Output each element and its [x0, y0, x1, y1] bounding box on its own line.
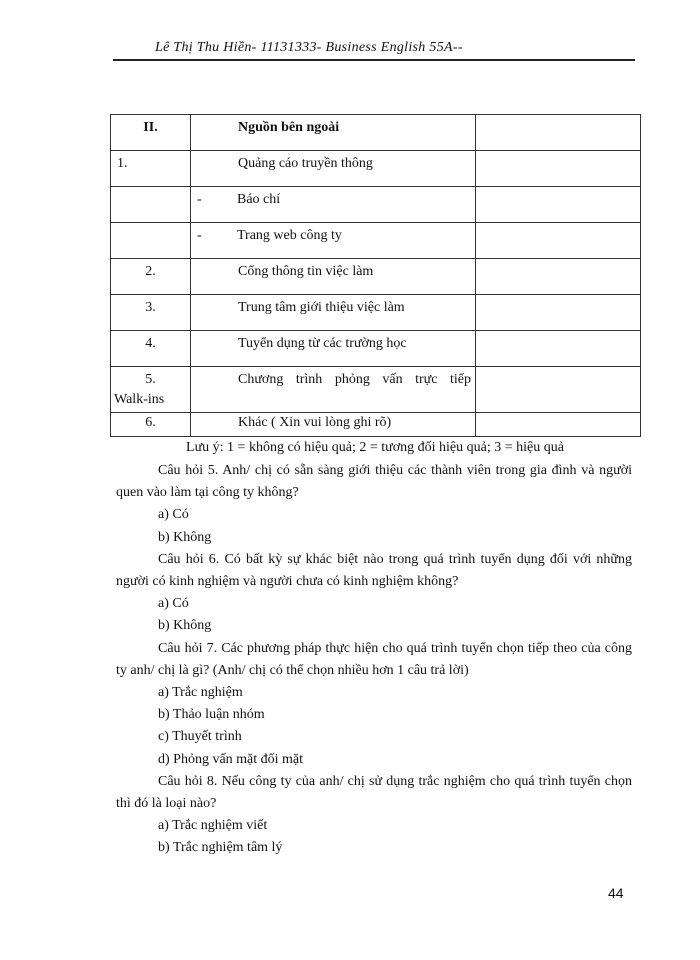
row-number-empty [111, 223, 191, 259]
option-item: a) Trắc nghiệm viết [158, 818, 268, 834]
rating-cell [476, 187, 641, 223]
option-item: b) Thảo luận nhóm [158, 707, 265, 723]
table-row [111, 259, 641, 295]
row-label: Cổng thông tin việc làm [238, 264, 374, 279]
table-row [111, 151, 641, 187]
row-number: 5. [145, 372, 156, 387]
rating-cell [476, 115, 641, 151]
section-title: Nguồn bên ngoài [238, 120, 340, 135]
row-number-empty [111, 187, 191, 223]
question-6: Câu hỏi 6. Có bất kỳ sự khác biệt nào trong quá trình tuyển dụng đối với những người có kinh nghiệm và người chưa có kinh nghiệm không? [116, 551, 632, 590]
row-label: Trang web công ty [237, 228, 342, 243]
row-label: Tuyển dụng từ các trường học [238, 336, 407, 351]
row-label: Chương trình phỏng vấn trực tiếp [238, 372, 471, 387]
row-label: Quảng cáo truyền thông [238, 156, 373, 171]
rating-cell [476, 223, 641, 259]
rating-cell [476, 413, 641, 437]
row-number: 6. [145, 415, 156, 430]
row-number: 3. [145, 300, 156, 315]
option-item: b) Trắc nghiệm tâm lý [158, 840, 283, 856]
section-number: II. [143, 120, 158, 135]
row-number: 1. [117, 156, 128, 171]
question-8: Câu hỏi 8. Nếu công ty của anh/ chị sử dụng trắc nghiệm cho quá trình tuyển chọn thì đó là loại nào? [116, 773, 632, 812]
row-number: 4. [145, 336, 156, 351]
recruitment-sources-table [110, 114, 641, 437]
rating-cell [476, 259, 641, 295]
table-row [111, 331, 641, 367]
row-label: Trung tâm giới thiệu việc làm [238, 300, 405, 315]
rating-cell [476, 331, 641, 367]
questionnaire-body [116, 460, 632, 860]
rating-cell [476, 367, 641, 413]
rating-cell [476, 151, 641, 187]
option-item: d) Phỏng vấn mặt đối mặt [158, 751, 304, 767]
row-label: Báo chí [237, 192, 281, 207]
row-label: Khác ( Xin vui lòng ghi rõ) [238, 415, 392, 430]
option-item: a) Trắc nghiệm [158, 685, 243, 701]
row-dash: - [197, 228, 202, 243]
option-item: a) Có [158, 507, 189, 523]
option-item: a) Có [158, 596, 189, 612]
option-item: c) Thuyết trình [158, 729, 242, 745]
page-number: 44 [608, 885, 624, 901]
rating-note: Lưu ý: 1 = không có hiệu quả; 2 = tương đối hiệu quả; 3 = hiệu quả [186, 440, 564, 455]
header-rule [113, 59, 635, 61]
page-header: Lê Thị Thu Hiền- 11131333- Business English 55A-- [155, 40, 463, 55]
row-number: 2. [145, 264, 156, 279]
table-row [111, 367, 641, 413]
table-heading-row [111, 115, 641, 151]
table-row [111, 187, 641, 223]
rating-cell [476, 295, 641, 331]
option-item: b) Không [158, 529, 212, 545]
question-5: Câu hỏi 5. Anh/ chị có sẵn sàng giới thiệu các thành viên trong gia đình và người quen vào làm tại công ty không? [116, 463, 632, 501]
table-row [111, 413, 641, 437]
row-label-continuation: Walk-ins [114, 392, 165, 407]
table-row [111, 223, 641, 259]
question-7: Câu hỏi 7. Các phương pháp thực hiện cho quá trình tuyển chọn tiếp theo của công ty anh/ chị là gì? (Anh/ chị có thể chọn nhiều hơn 1 câu trả lời) [116, 640, 632, 678]
option-item: b) Không [158, 618, 212, 634]
table-row [111, 295, 641, 331]
row-dash: - [197, 192, 202, 207]
